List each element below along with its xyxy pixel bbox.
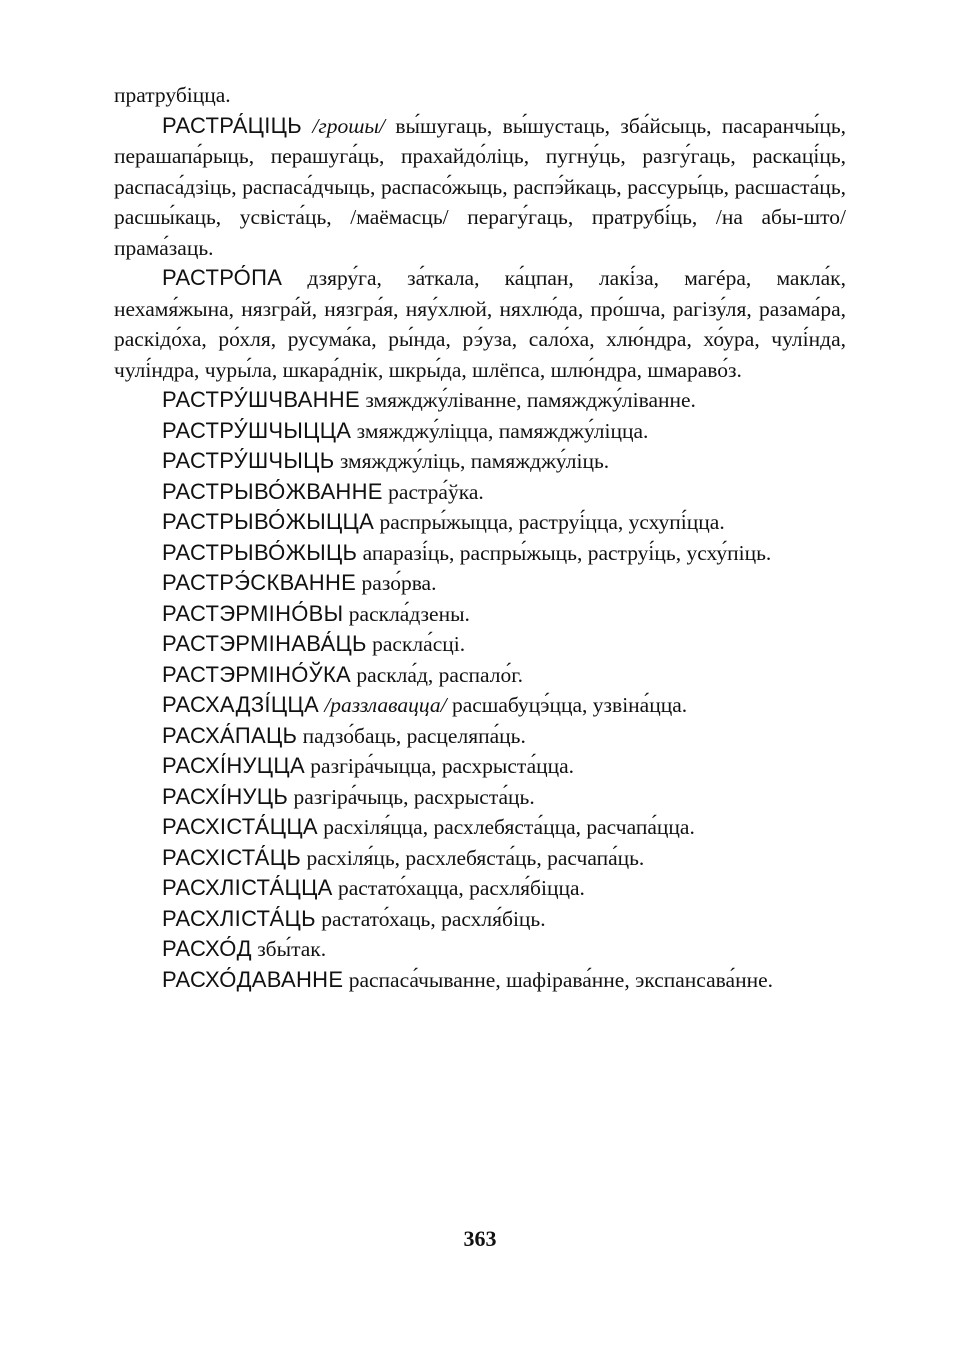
dictionary-entry (114, 751, 846, 782)
entry-text: распаса́чыванне, шафірава́нне, экспансава́нне. (348, 967, 773, 992)
entry-headword: РАСХАДЗІ́ЦЦА (162, 692, 319, 717)
entry-headword: РАСТРУ́ШЧЫЦЦА (162, 417, 352, 443)
entry-text: растато́хацца, расхля́біцца. (338, 876, 585, 900)
entry-text: дзяру́га, за́ткала, ка́цпан, лакі́за, магéра, макла́к, нехамя́жына, нязгра́й, нязгра́я, няу́хлюй, няхлю́да, про́шча, рагізу́ля, разама́ра, раскідо́ха, ро́хля, русума́ка, ры́нда, рэ́уза, сало́ха, хлю́ндра, хо́ура, чулі́нда, чулі́ндра, чуры́ла, шкара́днік, шкры́да, шлёпса, шлю́ндра, шмараво́з. (114, 266, 846, 382)
entry-headword: РАСТРУ́ШЧВАННЕ (162, 387, 360, 412)
entry-headword: РАСХІСТА́ЦЬ (162, 844, 302, 870)
dictionary-entry (114, 660, 846, 691)
entry-headword: РАСТЭРМІНО́ЎКА (162, 661, 352, 687)
entry-headword: РАСХО́ДАВАННЕ (162, 966, 344, 992)
dictionary-entry (114, 843, 846, 874)
dictionary-entry (114, 477, 846, 508)
entry-text: змяжджу́ліцца, памяжджу́ліцца. (356, 418, 649, 443)
dictionary-entry (114, 80, 846, 111)
entry-text: раскла́сці. (372, 632, 466, 656)
entry-text: расхіля́ць, расхлебяста́ць, расчапа́ць. (306, 845, 645, 870)
dictionary-entry (114, 629, 846, 660)
entry-headword: РАСХО́Д (162, 936, 252, 961)
dictionary-entry (114, 538, 846, 569)
entry-text: растато́хаць, расхля́біць. (321, 906, 546, 931)
dictionary-entry (114, 416, 846, 447)
entry-text: вы́шугаць, вы́шустаць, зба́йсыць, пасаранчы́ць, перашапа́рыць, перашуга́ць, прахайдо́ліць, пугну́ць, разгу́гаць, раскаці́ць, распаса́дзіць, распаса́дчыць, распасо́жыць, распэ́йкаць, рассуры́ць, расшаста́ць, расшы́каць, усвіста́ць, /маёмасць/ перагу́гаць, пратрубі́ць, /на абы-што/ прама́заць. (114, 113, 847, 260)
dictionary-entry (114, 568, 846, 599)
dictionary-entry (114, 721, 846, 752)
page-number: 363 (463, 1226, 497, 1251)
entry-note: /раззлавацца/ (324, 693, 447, 717)
entry-headword: РАСХІ́НУЦЦА (162, 753, 305, 778)
entry-text: змяжджу́ліць, памяжджу́ліць. (339, 449, 610, 473)
entry-text: пратрубіцца. (114, 83, 231, 107)
entry-text: расхіля́цца, расхлебяста́цца, расчапа́цца. (323, 815, 695, 839)
entry-text: апаразі́ць, распры́жыць, раструі́ць, усху́піць. (362, 540, 772, 565)
entry-headword: РАСТРА́ЦІЦЬ (162, 112, 302, 138)
entry-text: разгіра́чыць, расхрыста́ць. (293, 784, 535, 809)
dictionary-entry (114, 507, 846, 538)
entry-headword: РАСХІСТА́ЦЦА (162, 814, 318, 839)
entry-headword: РАСХЛІСТА́ЦЬ (162, 905, 316, 931)
entry-text: збы́так. (257, 937, 327, 961)
dictionary-entry (114, 385, 846, 416)
entry-headword: РАСТРО́ПА (162, 265, 283, 290)
entry-headword: РАСТРУ́ШЧЫЦЬ (162, 448, 335, 473)
entry-text: падзо́баць, расцеляпа́ць. (302, 723, 526, 748)
dictionary-entry (114, 904, 846, 935)
dictionary-entry (114, 111, 846, 264)
entry-note: /грошы/ (312, 113, 385, 138)
dictionary-entry (114, 690, 846, 721)
entry-headword: РАСТРЭ́СКВАННЕ (162, 570, 357, 595)
dictionary-entry (114, 446, 846, 477)
entry-headword: РАСХА́ПАЦЬ (162, 722, 298, 748)
entry-headword: РАСТРЫВО́ЖВАННЕ (162, 478, 383, 504)
entry-headword: РАСТРЫВО́ЖЫЦЦА (162, 509, 375, 534)
dictionary-page (114, 80, 846, 995)
entry-text: раскла́дзены. (348, 601, 470, 626)
dictionary-entry (114, 934, 846, 965)
dictionary-entry (114, 782, 846, 813)
entry-text: разгіра́чыцца, расхрыста́цца. (310, 754, 575, 778)
dictionary-entry (114, 812, 846, 843)
dictionary-entry (114, 965, 846, 996)
entry-text: расшабуцэ́цца, узвіна́цца. (451, 693, 688, 717)
entry-headword: РАСТЭРМІНАВА́ЦЬ (162, 631, 367, 656)
entry-text: раскла́д, распало́г. (356, 662, 523, 687)
dictionary-entry (114, 263, 846, 385)
entry-headword: РАСТРЫВО́ЖЫЦЬ (162, 539, 358, 565)
entry-text: растра́ўка. (388, 479, 484, 504)
dictionary-entry (114, 599, 846, 630)
entry-text: змяжджу́ліванне, памяжджу́ліванне. (365, 388, 696, 412)
dictionary-entry (114, 873, 846, 904)
entry-headword: РАСХІ́НУЦЬ (162, 783, 289, 809)
entry-text: распры́жыцца, раструі́цца, усхупі́цца. (379, 510, 725, 534)
entry-headword: РАСТЭРМІНО́ВЫ (162, 600, 344, 626)
entry-headword: РАСХЛІСТА́ЦЦА (162, 875, 333, 900)
entry-text: разо́рва. (361, 571, 437, 595)
